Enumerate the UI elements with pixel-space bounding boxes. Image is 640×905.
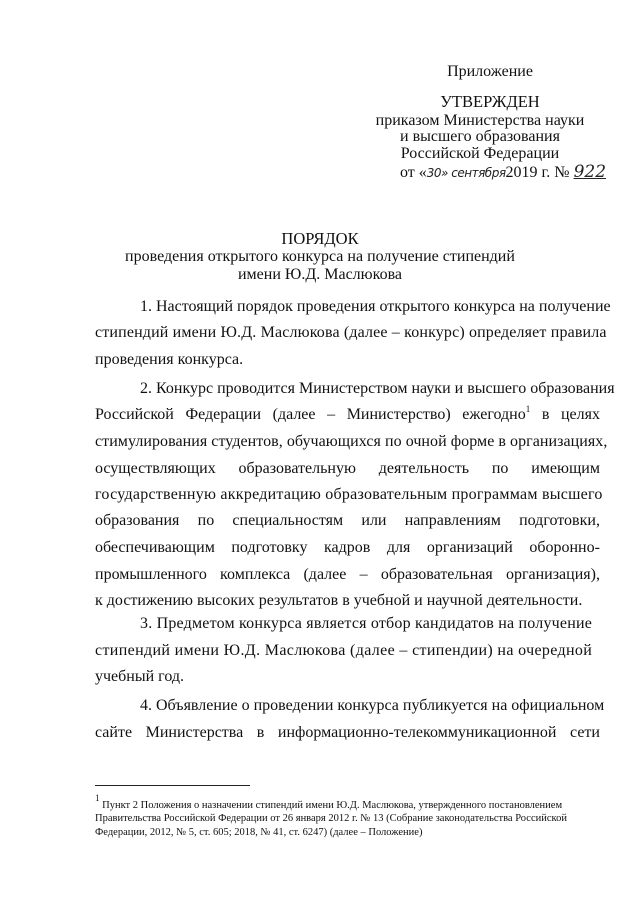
word: образовательная bbox=[380, 566, 493, 583]
word: организация), bbox=[505, 566, 600, 583]
handwritten-number: 922 bbox=[573, 162, 607, 182]
word: направлениям bbox=[404, 512, 501, 529]
word: Министерства bbox=[145, 724, 244, 741]
date-prefix: от « bbox=[400, 164, 427, 181]
document-subtitle-line-1: проведения открытого конкурса на получение стипендий bbox=[125, 248, 515, 265]
word: – bbox=[359, 566, 368, 583]
paragraph-line: государственную аккредитацию образовательным программам высшего bbox=[95, 486, 603, 503]
footnote-text: Пункт 2 Положения о назначении стипендий имени Ю.Д. Маслюкова, утвержденного постановлением bbox=[102, 800, 563, 811]
word: образовательную bbox=[238, 460, 356, 477]
word: в bbox=[541, 406, 550, 423]
footnote-line bbox=[95, 793, 600, 812]
word: (далее bbox=[303, 566, 347, 583]
footnote-line: Федерации, 2012, № 5, ст. 605; 2018, № 41, ст. 6247) (далее – Положение) bbox=[95, 827, 423, 838]
word: сети bbox=[570, 724, 600, 741]
word: или bbox=[361, 512, 387, 529]
paragraph-line: 4. Объявление о проведении конкурса публикуется на официальном bbox=[140, 697, 605, 714]
approval-date-line bbox=[400, 162, 607, 182]
word: ежегодно$^1$ bbox=[462, 404, 531, 423]
paragraph-line: стипендий имени Ю.Д. Маслюкова (далее – стипендии) на очередной bbox=[95, 642, 593, 659]
word: обеспечивающим bbox=[95, 539, 215, 556]
paragraph-line: стимулирования студентов, обучающихся по очной форме в организациях, bbox=[95, 433, 608, 450]
word: деятельность bbox=[378, 460, 470, 477]
approved-label: УТВЕРЖДЕН bbox=[440, 92, 540, 111]
paragraph-line bbox=[95, 406, 600, 424]
word: – bbox=[327, 406, 336, 423]
paragraph-line: учебный год. bbox=[95, 668, 185, 685]
word: Министерство) bbox=[346, 406, 451, 423]
approval-country-line: Российской Федерации bbox=[400, 145, 560, 162]
word: сайте bbox=[95, 724, 133, 741]
paragraph-line bbox=[95, 539, 600, 557]
document-subtitle-line-2: имени Ю.Д. Маслюкова bbox=[237, 266, 403, 283]
paragraph-line: проведения конкурса. bbox=[95, 351, 244, 368]
word: осуществляющих bbox=[95, 460, 216, 477]
paragraph-line bbox=[95, 724, 600, 742]
word: для bbox=[386, 539, 411, 556]
word: Российской bbox=[95, 406, 174, 423]
paragraph-line: 2. Конкурс проводится Министерством науки и высшего образования bbox=[140, 380, 615, 397]
footnote-divider bbox=[95, 785, 250, 786]
paragraph-line bbox=[95, 512, 600, 530]
approval-ministry-line: и высшего образования bbox=[400, 128, 560, 145]
word: оборонно- bbox=[529, 539, 600, 556]
word: по bbox=[197, 512, 215, 529]
appendix-label: Приложение bbox=[447, 63, 533, 80]
footnote-line: Правительства Российской Федерации от 26 января 2012 г. № 13 (Собрание законодательства Российской bbox=[95, 813, 567, 824]
approval-order-line: приказом Министерства науки bbox=[375, 112, 585, 129]
document-heading: ПОРЯДОК bbox=[281, 229, 359, 248]
date-year: 2019 г. № bbox=[505, 164, 570, 181]
word: имеющим bbox=[531, 460, 600, 477]
word: в bbox=[256, 724, 265, 741]
word: специальностям bbox=[232, 512, 344, 529]
word: целях bbox=[560, 406, 600, 423]
word: информационно-телекоммуникационной bbox=[277, 724, 557, 741]
word: Федерации bbox=[185, 406, 262, 423]
word: образования bbox=[95, 512, 180, 529]
paragraph-line: 1. Настоящий порядок проведения открытого конкурса на получение bbox=[140, 298, 611, 315]
word: подготовку bbox=[231, 539, 308, 556]
handwritten-date: 30» сентября bbox=[426, 166, 506, 180]
paragraph-line bbox=[95, 566, 600, 584]
paragraph-line bbox=[95, 460, 600, 478]
word: подготовки, bbox=[519, 512, 600, 529]
paragraph-line: к достижению высоких результатов в учебной и научной деятельности. bbox=[95, 592, 583, 609]
paragraph-line: стипендий имени Ю.Д. Маслюкова (далее – конкурс) определяет правила bbox=[95, 324, 607, 341]
word: по bbox=[491, 460, 509, 477]
word: промышленного bbox=[95, 566, 207, 583]
word: кадров bbox=[323, 539, 371, 556]
word: организаций bbox=[426, 539, 513, 556]
footnote-reference: 1 bbox=[525, 404, 531, 414]
word: комплекса bbox=[220, 566, 291, 583]
word: (далее bbox=[272, 406, 316, 423]
footnote-mark: 1 bbox=[95, 793, 100, 803]
paragraph-line: 3. Предметом конкурса является отбор кандидатов на получение bbox=[140, 615, 593, 632]
